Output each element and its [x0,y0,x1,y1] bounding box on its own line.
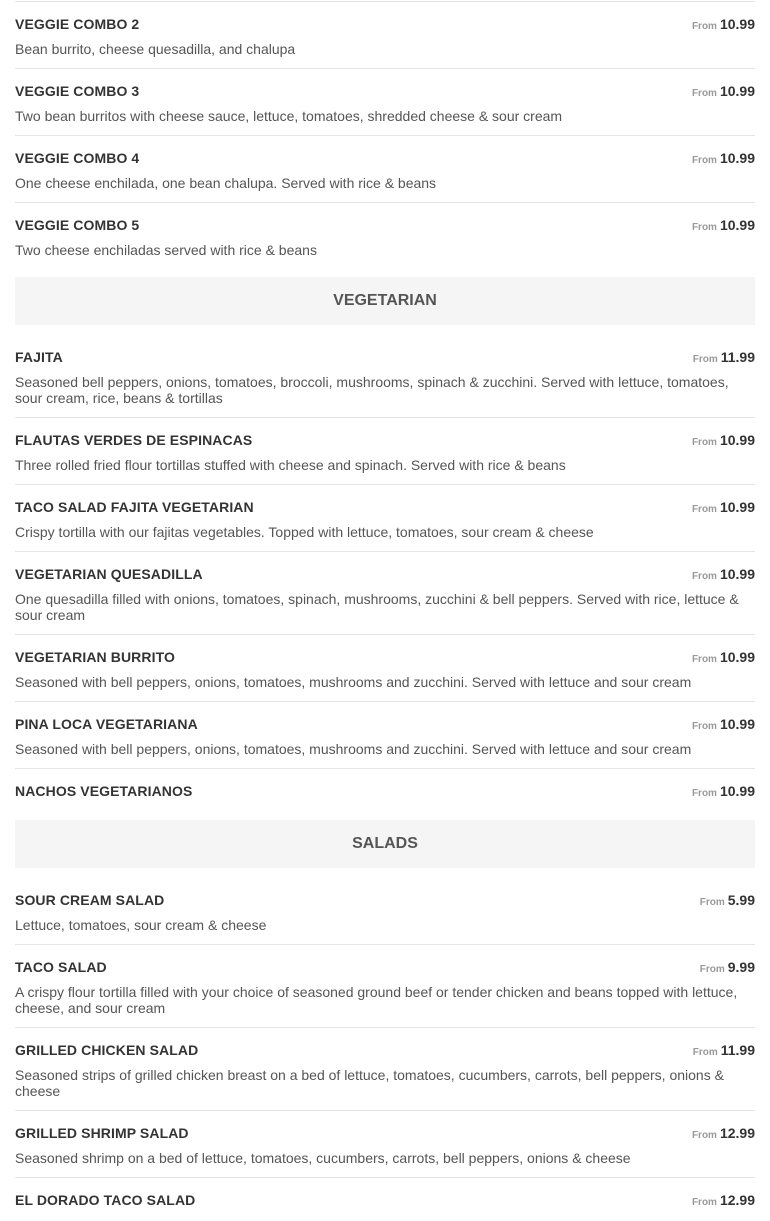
menu-item-price-group [692,1125,755,1143]
menu-item-name: VEGGIE COMBO 2 [15,16,140,32]
price-from-label: From [691,721,717,732]
menu-item-price: 10.99 [719,150,755,166]
menu-item-header [15,499,755,517]
menu-item-name: VEGETARIAN QUESADILLA [15,566,203,582]
price-from-label: From [691,21,717,32]
menu-item-name: GRILLED CHICKEN SALAD [15,1042,199,1058]
menu-item-header [15,1042,755,1060]
menu-item-price: 12.99 [719,1192,755,1208]
menu-item-description: Bean burrito, cheese quesadilla, and chalupa [15,41,296,57]
menu-item-name: PINA LOCA VEGETARIANA [15,716,198,732]
menu-item-price: 5.99 [727,892,755,908]
menu-item-price: 11.99 [720,1042,755,1058]
menu-item-description: One quesadilla filled with onions, tomatoes, spinach, mushrooms, zucchini & bell peppers. Served with rice, lettuce & sour cream [15,591,739,623]
menu-item-header [15,83,755,101]
menu-item-price: 10.99 [719,432,755,448]
menu-item-description: Seasoned with bell peppers, onions, tomatoes, mushrooms and zucchini. Served with lettuce and sour cream [15,674,692,690]
menu-item-price-group [692,1192,755,1210]
menu-list [0,1,770,1221]
menu-item-name: VEGETARIAN BURRITO [15,649,175,665]
price-from-label: From [691,155,717,166]
menu-item-description: Seasoned with bell peppers, onions, tomatoes, mushrooms and zucchini. Served with lettuce and sour cream [15,741,692,757]
menu-item[interactable] [15,69,755,136]
menu-item-name: FAJITA [15,349,63,365]
menu-item-price-group [692,566,755,584]
price-from-label: From [691,504,717,515]
price-from-label: From [691,571,717,582]
menu-item-header [15,716,755,734]
menu-item-price: 10.99 [719,649,755,665]
menu-item-price: 9.99 [727,959,755,975]
menu-item[interactable] [15,203,755,269]
menu-item-name: SOUR CREAM SALAD [15,892,165,908]
menu-item[interactable] [15,945,755,1028]
menu-item-header [15,1125,755,1143]
price-from-label: From [692,354,718,365]
price-from-label: From [699,964,725,975]
menu-item-price-group [700,892,755,910]
menu-item-description: Seasoned shrimp on a bed of lettuce, tomatoes, cucumbers, carrots, bell peppers, onions & cheese [15,1150,631,1166]
menu-item-price-group [700,959,755,977]
menu-item-header [15,16,755,34]
price-from-label: From [691,437,717,448]
menu-item-price-group [692,649,755,667]
menu-item-header [15,649,755,667]
menu-item[interactable] [15,552,755,635]
menu-item-description: Lettuce, tomatoes, sour cream & cheese [15,917,267,933]
menu-item-price-group [693,1042,755,1060]
price-from-label: From [691,654,717,665]
price-from-label: From [691,1130,717,1141]
menu-item-description: One cheese enchilada, one bean chalupa. Served with rice & beans [15,175,437,191]
menu-item-name: EL DORADO TACO SALAD [15,1192,196,1208]
price-from-label: From [699,897,725,908]
menu-item-name: TACO SALAD FAJITA VEGETARIAN [15,499,254,515]
menu-item-name: TACO SALAD [15,959,107,975]
menu-item-price: 10.99 [719,499,755,515]
menu-item-price-group [692,716,755,734]
menu-item-price-group [692,83,755,101]
menu-item[interactable] [15,1111,755,1178]
menu-item-header [15,349,755,367]
menu-item[interactable] [15,335,755,418]
section-header-vegetarian: VEGETARIAN [15,277,755,325]
menu-item-name: FLAUTAS VERDES DE ESPINACAS [15,432,253,448]
menu-item-header [15,892,755,910]
menu-item-description: Two bean burritos with cheese sauce, lettuce, tomatoes, shredded cheese & sour cream [15,108,563,124]
menu-item[interactable] [15,418,755,485]
menu-item-header [15,1192,755,1210]
menu-item-header [15,217,755,235]
menu-item-price-group [692,432,755,450]
price-from-label: From [692,1047,718,1058]
price-from-label: From [691,788,717,799]
menu-item-price-group [692,16,755,34]
menu-item-price: 10.99 [719,783,755,799]
menu-item-header [15,432,755,450]
menu-item-price: 10.99 [719,16,755,32]
menu-item-price-group [692,217,755,235]
menu-item-price: 10.99 [719,83,755,99]
menu-item[interactable] [15,136,755,203]
menu-item-name: NACHOS VEGETARIANOS [15,783,193,799]
price-from-label: From [691,1197,717,1208]
menu-item-name: VEGGIE COMBO 3 [15,83,140,99]
menu-item[interactable] [15,635,755,702]
menu-item-price-group [692,499,755,517]
menu-item[interactable] [15,878,755,945]
price-from-label: From [691,88,717,99]
menu-item-header [15,150,755,168]
menu-item-header [15,959,755,977]
menu-item[interactable] [15,769,755,812]
menu-item-price-group [692,150,755,168]
menu-item-description: Crispy tortilla with our fajitas vegetables. Topped with lettuce, tomatoes, sour cream & cheese [15,524,594,540]
menu-item[interactable] [15,1028,755,1111]
menu-item-price: 11.99 [720,349,755,365]
menu-item-price: 10.99 [719,217,755,233]
menu-item-price-group [692,783,755,801]
section-header-salads: SALADS [15,820,755,868]
menu-item-description: Seasoned bell peppers, onions, tomatoes, broccoli, mushrooms, spinach & zucchini. Served with lettuce, tomatoes, sour cream, rice, beans & tortillas [15,374,729,406]
menu-item-price: 12.99 [719,1125,755,1141]
menu-item-description: Three rolled fried flour tortillas stuffed with cheese and spinach. Served with rice & beans [15,457,566,473]
menu-item[interactable] [15,2,755,69]
menu-item[interactable] [15,485,755,552]
menu-item[interactable] [15,1178,755,1221]
menu-item-price: 10.99 [719,716,755,732]
menu-item-description: Seasoned strips of grilled chicken breast on a bed of lettuce, tomatoes, cucumbers, carrots, bell peppers, onions & cheese [15,1067,724,1099]
menu-item-description: A crispy flour tortilla filled with your choice of seasoned ground beef or tender chicken and beans topped with lettuce, cheese, and sour cream [15,984,738,1016]
menu-item[interactable] [15,702,755,769]
menu-item-description: Two cheese enchiladas served with rice & beans [15,242,317,258]
menu-item-header [15,566,755,584]
menu-item-price: 10.99 [719,566,755,582]
menu-item-header [15,783,755,801]
menu-item-price-group [693,349,755,367]
menu-item-name: GRILLED SHRIMP SALAD [15,1125,189,1141]
price-from-label: From [691,222,717,233]
menu-item-name: VEGGIE COMBO 4 [15,150,140,166]
menu-item-name: VEGGIE COMBO 5 [15,217,140,233]
